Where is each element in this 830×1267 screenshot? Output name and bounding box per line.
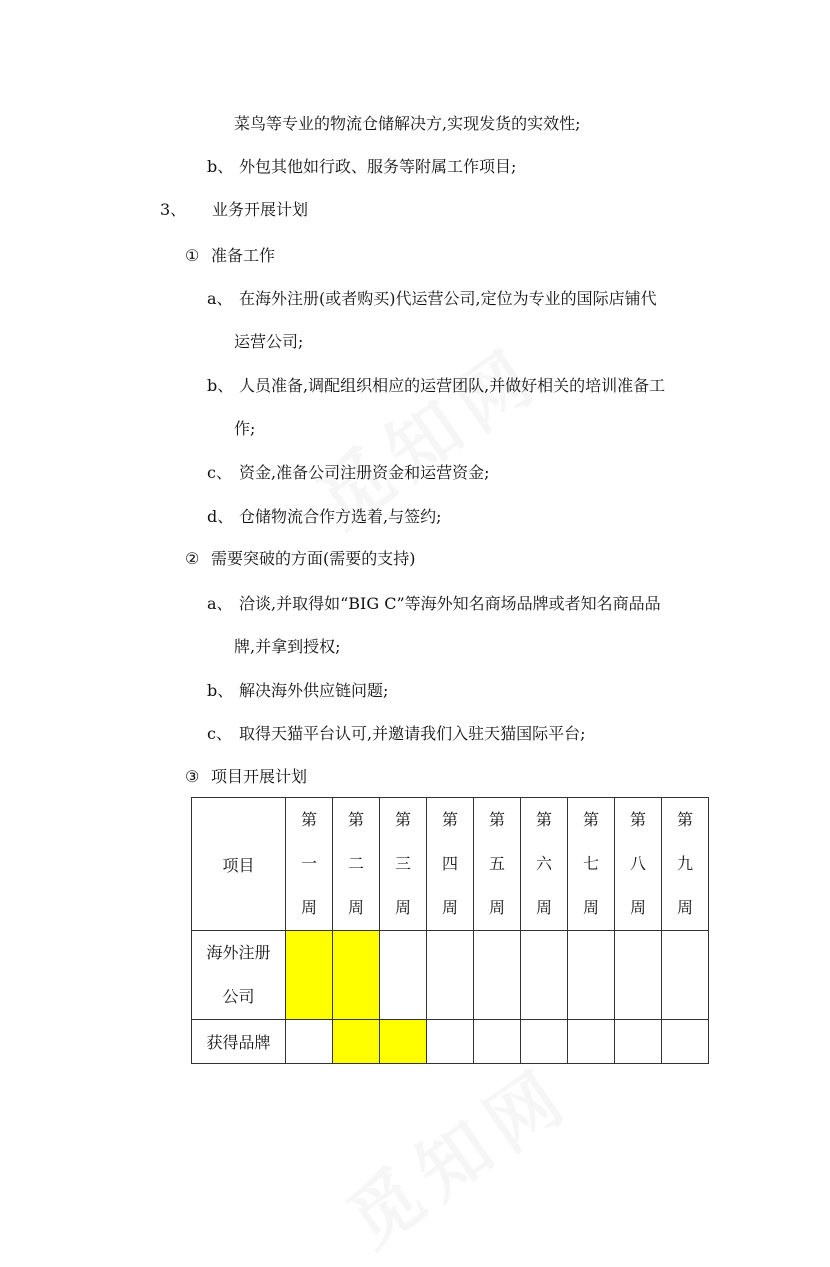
week-header-cell: 第 三 周 [380, 798, 427, 931]
section-heading [160, 200, 308, 220]
text-line: 作; [234, 419, 256, 438]
list-text: 外包其他如行政、服务等附属工作项目; [239, 157, 517, 176]
week-cell [474, 931, 521, 1020]
week-cell [286, 1020, 333, 1064]
list-item [207, 507, 441, 527]
list-marker: c、 [207, 724, 232, 743]
week-cell [568, 1020, 615, 1064]
list-item [207, 289, 657, 309]
subsection-title: 项目开展计划 [211, 767, 308, 786]
week-cell [615, 1020, 662, 1064]
week-header-cell: 第 四 周 [427, 798, 474, 931]
list-item [207, 157, 516, 177]
week-header-cell: 第 二 周 [333, 798, 380, 931]
table-row [192, 1020, 709, 1064]
week-cell-active [286, 931, 333, 1020]
schedule-table [191, 797, 709, 1064]
text-line: 牌,并拿到授权; [234, 637, 341, 656]
week-cell-active [333, 931, 380, 1020]
subsection-heading [185, 246, 275, 266]
week-header-cell: 第 六 周 [521, 798, 568, 931]
list-item [207, 376, 665, 396]
list-item [207, 724, 585, 744]
week-cell [380, 931, 427, 1020]
item-header-cell: 项目 [192, 798, 286, 931]
list-text: 取得天猫平台认可,并邀请我们入驻天猫国际平台; [239, 724, 586, 743]
list-text: 人员准备,调配组织相应的运营团队,并做好相关的培训准备工 [239, 376, 666, 395]
list-marker: b、 [207, 681, 234, 700]
list-text: 仓储物流合作方选着,与签约; [239, 507, 442, 526]
list-marker: b、 [207, 157, 234, 176]
week-cell-active [333, 1020, 380, 1064]
task-label-cell: 获得品牌 [192, 1020, 286, 1064]
text-line: 菜鸟等专业的物流仓储解决方,实现发货的实效性; [234, 114, 581, 133]
week-cell [568, 931, 615, 1020]
section-number: 3、 [160, 200, 187, 219]
subsection-heading [185, 767, 307, 787]
list-marker: c、 [207, 463, 232, 482]
text-line: 运营公司; [234, 332, 304, 351]
list-text: 解决海外供应链问题; [239, 681, 389, 700]
week-cell [521, 931, 568, 1020]
circled-number: ② [185, 549, 200, 568]
list-marker: b、 [207, 376, 234, 395]
list-marker: a、 [207, 289, 233, 308]
list-text: 资金,准备公司注册资金和运营资金; [239, 463, 490, 482]
week-cell [427, 1020, 474, 1064]
week-cell [474, 1020, 521, 1064]
list-item [207, 681, 388, 701]
list-item [207, 463, 489, 483]
week-header-cell: 第 一 周 [286, 798, 333, 931]
week-header-cell: 第 八 周 [615, 798, 662, 931]
week-header-cell: 第 七 周 [568, 798, 615, 931]
list-marker: a、 [207, 594, 233, 613]
week-header-cell: 第 五 周 [474, 798, 521, 931]
week-cell [521, 1020, 568, 1064]
week-cell [615, 931, 662, 1020]
list-text: 洽谈,并取得如“BIG C”等海外知名商场品牌或者知名商品品 [239, 594, 661, 613]
table-header-row [192, 798, 709, 931]
week-cell [427, 931, 474, 1020]
subsection-title: 需要突破的方面(需要的支持) [211, 549, 416, 568]
task-label-cell: 海外注册 公司 [192, 931, 286, 1020]
subsection-title: 准备工作 [211, 246, 276, 265]
watermark-bottom [323, 1037, 589, 1267]
list-item [207, 594, 661, 614]
week-cell-active [380, 1020, 427, 1064]
week-cell [662, 1020, 709, 1064]
list-text: 在海外注册(或者购买)代运营公司,定位为专业的国际店铺代 [239, 289, 657, 308]
section-title: 业务开展计划 [212, 200, 309, 219]
week-cell [662, 931, 709, 1020]
subsection-heading [185, 549, 416, 569]
list-marker: d、 [207, 507, 234, 526]
circled-number: ③ [185, 767, 200, 786]
circled-number: ① [185, 246, 200, 265]
week-header-cell: 第 九 周 [662, 798, 709, 931]
table-row [192, 931, 709, 1020]
